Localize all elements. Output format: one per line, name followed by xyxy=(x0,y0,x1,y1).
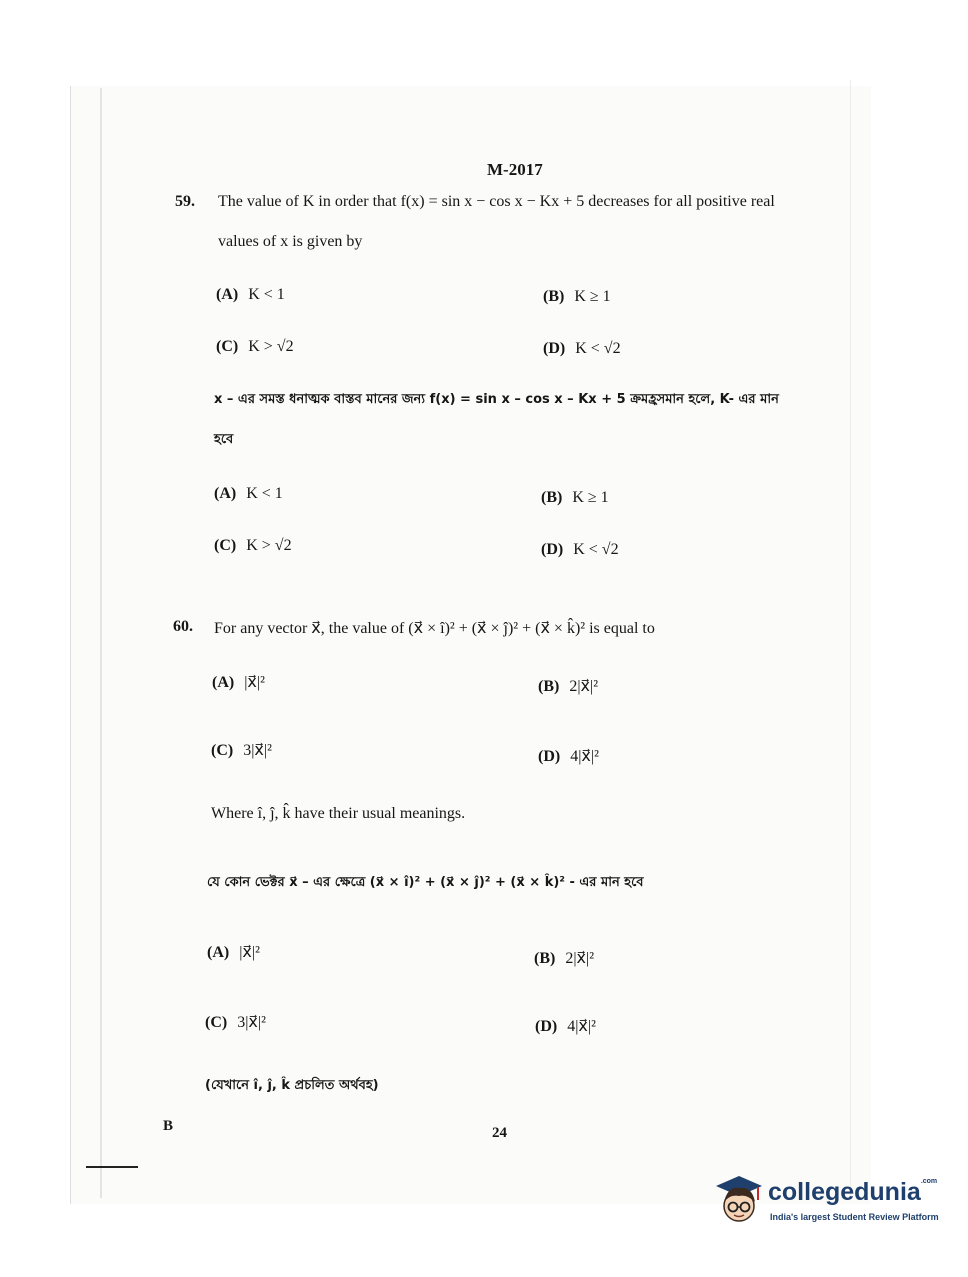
option-c: (C) K > √2 xyxy=(214,537,292,554)
option-b: (B) K ≥ 1 xyxy=(543,288,611,305)
page-number: 24 xyxy=(492,1125,507,1141)
question-text: values of x is given by xyxy=(218,233,363,250)
scanned-page xyxy=(70,86,871,1204)
option-a: (A) K < 1 xyxy=(216,286,285,303)
question-text-bengali: হবে xyxy=(214,432,234,447)
note-text-bengali: (যেখানে î, ĵ, k̂ প্রচলিত অর্থবহ) xyxy=(205,1078,379,1093)
scan-artifact xyxy=(100,88,102,1198)
option-b: (B) 2|x⃗|² xyxy=(538,678,598,695)
question-text-bengali: যে কোন ভেক্টর x⃗ – এর ক্ষেত্রে (x⃗ × î)² + (x⃗ × ĵ)² + (x⃗ × k̂)² - এর মান হবে xyxy=(207,875,644,890)
note-text: Where î, ĵ, k̂ have their usual meanings. xyxy=(211,805,466,822)
option-a: (A) |x⃗|² xyxy=(207,944,260,961)
option-d: (D) 4|x⃗|² xyxy=(535,1018,596,1035)
question-text-bengali: x – এর সমস্ত ধনাত্মক বাস্তব মানের জন্য f(x) = sin x – cos x – Kx + 5 ক্রমহ্রসমান হলে, K- এর মান xyxy=(214,392,779,407)
option-c: (C) K > √2 xyxy=(216,338,294,355)
student-mascot-icon xyxy=(712,1172,766,1230)
scan-artifact xyxy=(850,80,851,1200)
set-label: B xyxy=(163,1118,174,1134)
option-a: (A) |x⃗|² xyxy=(212,674,265,691)
option-d: (D) 4|x⃗|² xyxy=(538,748,599,765)
scan-mark xyxy=(86,1166,138,1168)
option-b: (B) K ≥ 1 xyxy=(541,489,609,506)
brand-tagline: India's largest Student Review Platform xyxy=(770,1212,939,1222)
question-number: 60. xyxy=(173,618,193,635)
option-c: (C) 3|x⃗|² xyxy=(205,1014,266,1031)
brand-watermark xyxy=(712,1172,942,1232)
option-a: (A) K < 1 xyxy=(214,485,283,502)
question-text: The value of K in order that f(x) = sin x − cos x − Kx + 5 decreases for all positive real xyxy=(218,193,775,210)
option-d: (D) K < √2 xyxy=(543,340,621,357)
option-d: (D) K < √2 xyxy=(541,541,619,558)
option-c: (C) 3|x⃗|² xyxy=(211,742,272,759)
brand-name: collegedunia$^{.com}$ xyxy=(768,1178,938,1206)
paper-code: M-2017 xyxy=(487,160,543,179)
option-b: (B) 2|x⃗|² xyxy=(534,950,594,967)
question-number: 59. xyxy=(175,193,195,210)
question-text: For any vector x⃗, the value of (x⃗ × î)² + (x⃗ × ĵ)² + (x⃗ × k̂)² is equal to xyxy=(214,620,655,637)
